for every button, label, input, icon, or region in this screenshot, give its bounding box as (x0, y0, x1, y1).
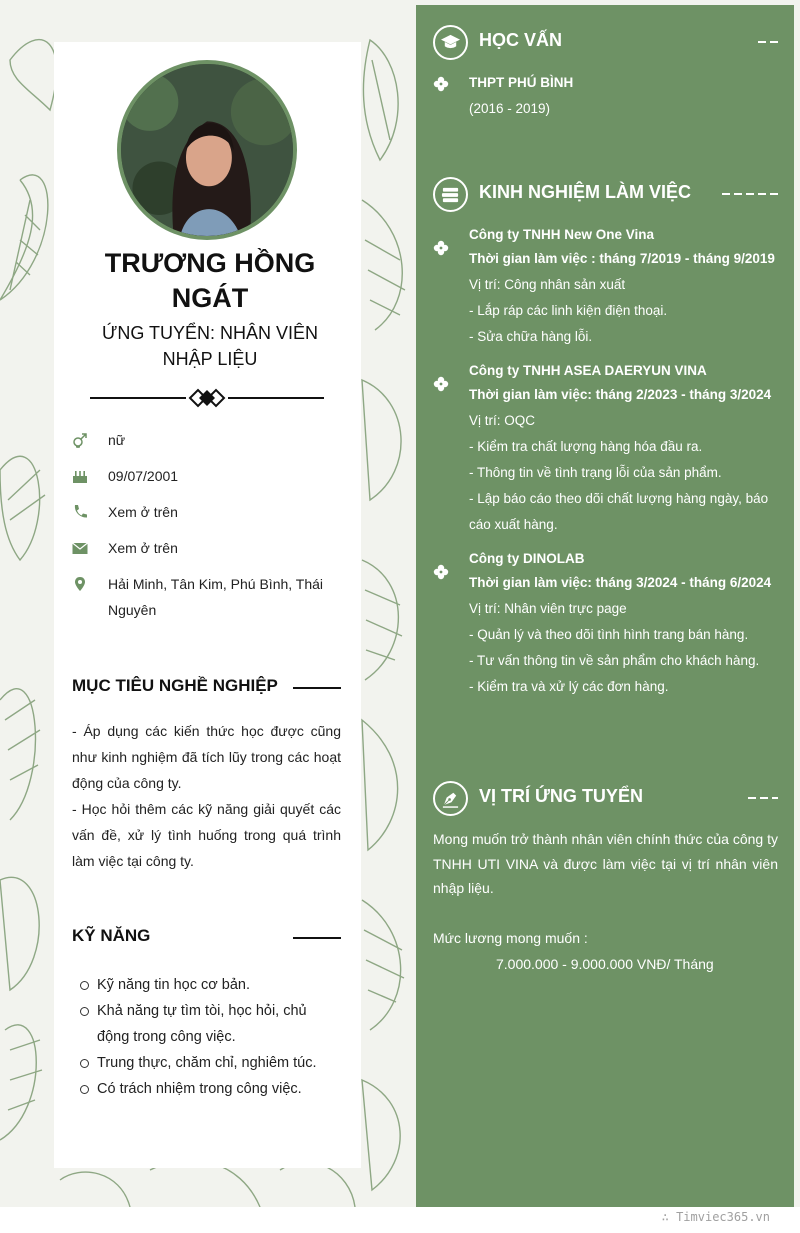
gender-value: nữ (108, 432, 126, 448)
objective-paragraph-2: - Học hỏi thêm các kỹ năng giải quyết các vấn đề, xử lý tình huống trong quá trình làm việc tại công ty. (72, 801, 341, 869)
list-item: Có trách nhiệm trong công việc. (72, 1076, 341, 1102)
pen-nib-icon (433, 781, 468, 816)
objective-paragraph-1: - Áp dụng các kiến thức học được cũng như kinh nghiệm đã tích lũy trong các hoạt động của công ty. (72, 723, 341, 791)
job-position: Vị trí: OQC (469, 413, 536, 428)
experience-title: KINH NGHIỆM LÀM VIỆC (479, 182, 692, 202)
birthday-value: 09/07/2001 (108, 468, 179, 484)
email-value: Xem ở trên (108, 540, 178, 556)
skills-list (72, 972, 341, 1102)
applied-role (72, 320, 348, 372)
experience-heading (433, 177, 778, 211)
address-value: Hải Minh, Tân Kim, Phú Bình, Thái Nguyên (108, 576, 324, 618)
job-position: Vị trí: Nhân viên trực page (469, 601, 627, 616)
job-company: Công ty TNHH ASEA DAERYUN VINA (469, 363, 707, 378)
book-stack-icon (433, 177, 468, 212)
salary-label: Mức lương mong muốn : (433, 930, 588, 946)
list-item: Kỹ năng tin học cơ bản. (72, 972, 341, 998)
candidate-name (72, 246, 348, 316)
role-line-1: ỨNG TUYỂN: NHÂN VIÊN (101, 323, 319, 343)
position-description: Mong muốn trở thành nhân viên chính thức của công ty TNHH UTI VINA và được làm việc tại vị trí nhân viên nhập liệu. (433, 831, 778, 896)
job-task: - Sửa chữa hàng lỗi. (469, 329, 593, 344)
job-task: - Lắp ráp các linh kiện điện thoại. (469, 303, 668, 318)
role-line-2: NHẬP LIỆU (162, 349, 258, 369)
job-position: Vị trí: Công nhân sản xuất (469, 277, 626, 292)
heading-dash (748, 797, 778, 799)
birthday-cake-icon (72, 468, 88, 484)
flower-bullet-icon (433, 376, 449, 392)
job-period: Thời gian làm việc : tháng 7/2019 - tháng 9/2019 (469, 251, 775, 266)
graduation-cap-icon (433, 25, 468, 60)
skills-title: KỸ NĂNG (72, 926, 151, 945)
job-task: - Tư vấn thông tin về sản phẩm cho khách hàng. (469, 653, 760, 668)
name-line-2: NGÁT (171, 283, 249, 313)
flower-bullet-icon (433, 76, 449, 92)
job-task: - Quản lý và theo dõi tình hình trang bán hàng. (469, 627, 749, 642)
education-heading (433, 25, 778, 59)
avatar-photo (121, 64, 293, 236)
watermark-text: ∴ Timviec365.vn (661, 1210, 770, 1224)
job-period: Thời gian làm việc: tháng 3/2024 - tháng 6/2024 (469, 575, 772, 590)
heading-rule (293, 937, 341, 939)
ornament-divider (90, 388, 324, 408)
location-pin-icon (72, 576, 88, 592)
job-period: Thời gian làm việc: tháng 2/2023 - tháng 3/2024 (469, 387, 772, 402)
phone-value: Xem ở trên (108, 504, 178, 520)
envelope-icon (72, 540, 88, 556)
education-title: HỌC VẤN (479, 30, 563, 50)
job-company: Công ty DINOLAB (469, 551, 585, 566)
objective-heading (72, 676, 341, 698)
heading-dash (758, 41, 778, 43)
salary-value: 7.000.000 - 9.000.000 VNĐ/ Tháng (496, 956, 714, 972)
avatar (117, 60, 297, 240)
flower-bullet-icon (433, 564, 449, 580)
name-line-1: TRƯƠNG HỒNG (104, 248, 316, 278)
position-heading (433, 781, 778, 815)
heading-rule (293, 687, 341, 689)
flower-bullet-icon (433, 240, 449, 256)
position-title: VỊ TRÍ ỨNG TUYỂN (479, 786, 643, 806)
job-task: - Lập báo cáo theo dõi chất lượng hàng ngày, báo cáo xuất hàng. (469, 491, 769, 532)
school-years: (2016 - 2019) (469, 101, 551, 116)
gender-icon (72, 432, 88, 448)
skills-heading (72, 926, 341, 948)
objective-title: MỤC TIÊU NGHỀ NGHIỆP (72, 676, 278, 695)
phone-icon (72, 504, 88, 520)
job-task: - Kiểm tra chất lượng hàng hóa đầu ra. (469, 439, 703, 454)
list-item: Khả năng tự tìm tòi, học hỏi, chủ động trong công việc. (72, 998, 341, 1050)
heading-dash (722, 193, 778, 195)
job-task: - Kiểm tra và xử lý các đơn hàng. (469, 679, 669, 694)
job-company: Công ty TNHH New One Vina (469, 227, 655, 242)
list-item: Trung thực, chăm chỉ, nghiêm túc. (72, 1050, 341, 1076)
school-name: THPT PHÚ BÌNH (469, 75, 574, 90)
job-task: - Thông tin về tình trạng lỗi của sản phẩm. (469, 465, 722, 480)
